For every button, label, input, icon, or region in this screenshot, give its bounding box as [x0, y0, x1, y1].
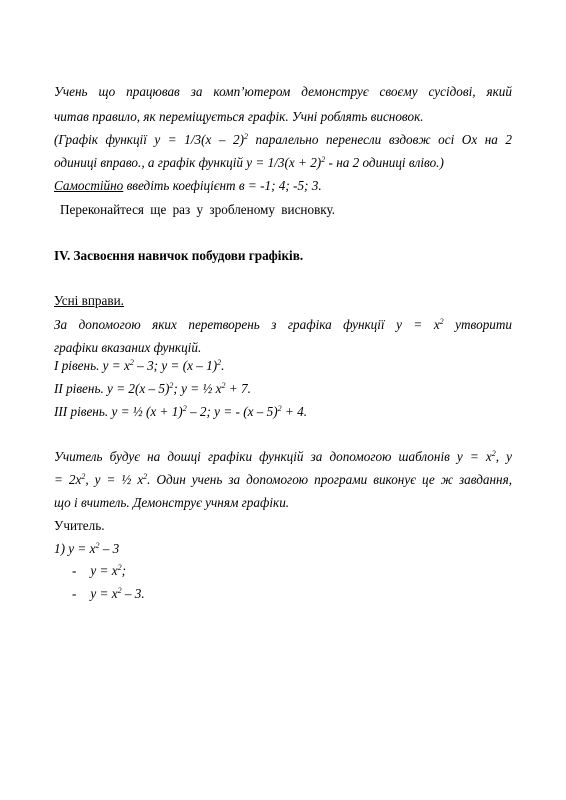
self-study-label: Самостійно	[54, 178, 124, 193]
sub-item-1: - $y = x^2$;	[72, 563, 127, 578]
p1-line-2: читав правило, як переміщується графік. Учні роблять висновок.	[54, 109, 424, 124]
item-1: 1) $y = x^2 - 3$	[54, 541, 120, 556]
p1-line-1: Учень що працював за комп’ютером демонструє своєму сусідові, який	[54, 84, 512, 99]
p1-line-5: Самостійно введіть коефіцієнт в = -1; 4; -5; 3.	[54, 178, 322, 193]
p2-line-3: що і вчитель. Демонструє учням графіки.	[54, 495, 290, 510]
level-2: ІІ рівень. y = 2(x – 5)$^2$; y = ½ $x^2 + 7$.	[54, 381, 251, 396]
oral-exercises-title: Усні вправи.	[54, 293, 124, 308]
level-1: І рівень. $y = x^2 - 3$; y = (x – 1)$^2$.	[54, 358, 225, 373]
p2-line-2: = $2x^2$, y = ½ $x^2$. Один учень за допомогою програми виконує це ж завдання,	[54, 472, 512, 487]
p1-line-6: Переконайтеся ще раз у зробленому висновку.	[60, 202, 336, 217]
p1-line-4: одиниці вправо., а графік функцій $y = 1/3(x + 2)^2$ - на 2 одиниці вліво.)	[54, 155, 444, 170]
p1-line-3: (Графік функції y = 1/3(x – 2)$^2$ паралельно перенесли вздовж осі Ох на 2	[54, 132, 512, 147]
oral-line-1: За допомогою яких перетворень з графіка функції $y = x^2$ утворити	[54, 317, 512, 332]
oral-line-2: графіки вказаних функцій.	[54, 340, 202, 355]
level-3: ІІІ рівень. y = ½ $(x + 1)^2 - 2$; y = - (x – 5)$^2$ + 4.	[54, 404, 308, 419]
section-heading: IV. Засвоєння навичок побудови графіків.	[54, 248, 304, 263]
sub-item-2: - $y = x^2 - 3$.	[72, 586, 145, 601]
p2-line-1: Учитель будує на дошці графіки функцій за допомогою шаблонів $y = x^2$, y	[54, 449, 513, 464]
teacher-label: Учитель.	[54, 518, 105, 533]
